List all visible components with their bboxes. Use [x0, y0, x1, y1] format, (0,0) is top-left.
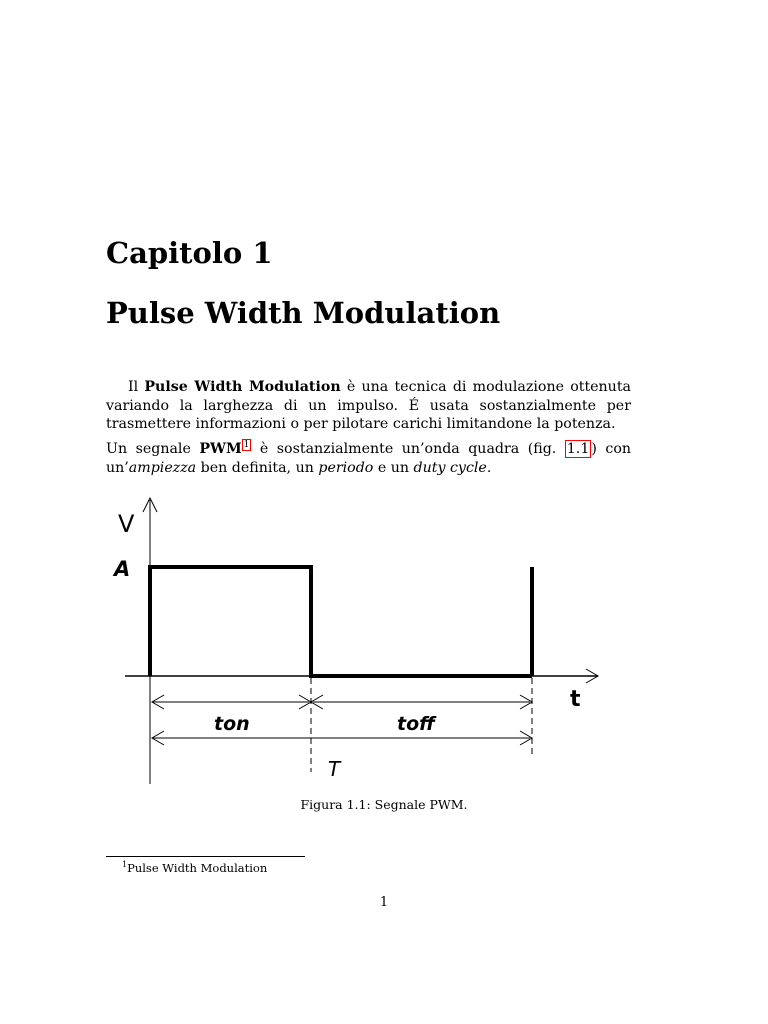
period-label: T	[328, 757, 341, 781]
footnote-rule	[106, 856, 305, 857]
term-periodo: periodo	[318, 459, 374, 476]
term-ampiezza: ampiezza	[128, 459, 197, 476]
page-number: 1	[379, 895, 389, 910]
pwm-figure	[110, 492, 610, 792]
term-duty-cycle: duty cycle	[413, 459, 487, 476]
t-axis-label: t	[570, 687, 581, 712]
toff-label: toff	[397, 713, 435, 735]
paragraph-intro	[106, 378, 631, 434]
amplitude-label: A	[114, 557, 131, 581]
figure-link[interactable]: 1.1	[566, 441, 590, 457]
p2-mid: è sostanzialmente un’onda quadra (fig.	[251, 441, 565, 457]
ton-label: ton	[214, 713, 250, 735]
p2-pre: Un segnale	[106, 441, 200, 457]
pwm-waveform	[150, 567, 532, 676]
p1-post: è una tecnica di modulazione ottenuta variando la larghezza di un impulso. É usata sostanzialmente per trasmettere informazioni o per pilotare carichi limitandone la potenza.	[106, 379, 631, 433]
chapter-title: Pulse Width Modulation	[106, 296, 501, 330]
p2-mid2: ) con un’	[106, 441, 632, 476]
footnote-link[interactable]: 1	[243, 440, 250, 451]
footnote-mark: 1	[122, 860, 128, 869]
p2-mid4: e un	[373, 459, 414, 476]
figure-caption: Figura 1.1: Segnale PWM.	[300, 797, 468, 812]
p2-bold-term: PWM	[199, 441, 242, 457]
v-axis-label: V	[118, 510, 135, 538]
p1-pre: Il	[128, 379, 145, 395]
footnote	[122, 860, 267, 875]
footnote-text: Pulse Width Modulation	[127, 860, 268, 875]
p2-end: .	[486, 459, 492, 476]
paragraph-pwm	[106, 440, 631, 477]
p2-mid3: ben definita, un	[196, 459, 319, 476]
p1-bold-term: Pulse Width Modulation	[144, 379, 341, 395]
chapter-label: Capitolo 1	[106, 236, 273, 270]
